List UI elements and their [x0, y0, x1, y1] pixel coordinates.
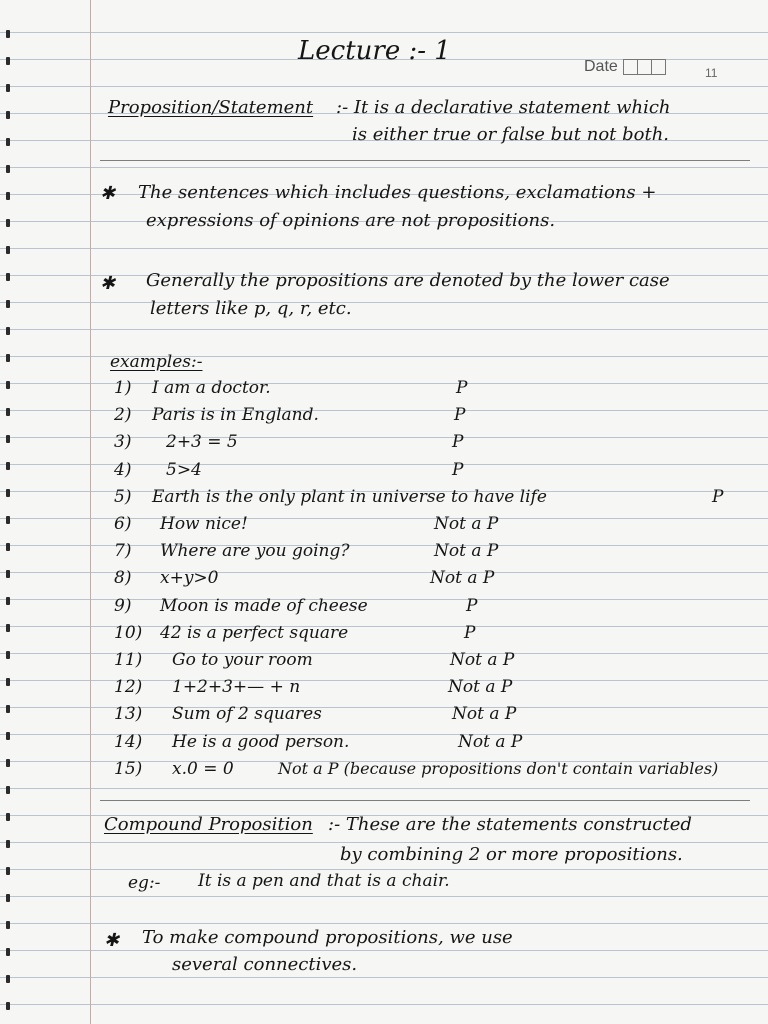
example-verdict: Not a P [448, 677, 513, 698]
definition-line-2: is either true or false but not both. [352, 124, 670, 145]
binding-hole [6, 921, 10, 929]
date-suffix: 11 [705, 66, 718, 80]
example-text: Sum of 2 squares [172, 704, 322, 725]
example-number: 14) [114, 731, 143, 752]
date-field [584, 58, 666, 76]
example-number: 13) [114, 704, 143, 725]
note-1-line-1: The sentences which includes questions, exclamations + [138, 182, 657, 203]
example-number: 12) [114, 677, 143, 698]
compound-line-2: by combining 2 or more propositions. [340, 844, 683, 865]
example-number: 9) [114, 595, 132, 616]
binding-hole [6, 516, 10, 524]
example-text: Where are you going? [160, 541, 350, 562]
note-bullet-icon: ✱ [100, 183, 116, 204]
binding-hole [6, 948, 10, 956]
example-verdict: Not a P [458, 731, 523, 752]
example-verdict: P [464, 622, 476, 643]
example-text: x.0 = 0 [172, 758, 234, 779]
example-number: 6) [114, 514, 132, 534]
binding-hole [6, 219, 10, 227]
compound-term: Compound Proposition [104, 814, 313, 835]
binding-hole [6, 894, 10, 902]
example-verdict: P [466, 595, 478, 616]
example-verdict: P [456, 378, 468, 398]
note-bullet-icon: ✱ [104, 930, 120, 951]
example-text: Go to your room [172, 650, 313, 670]
binding-hole [6, 489, 10, 497]
connectives-line-2: several connectives. [172, 954, 358, 975]
binding-hole [6, 975, 10, 983]
connectives-line-1: To make compound propositions, we use [142, 927, 513, 948]
binding-hole [6, 840, 10, 848]
margin-line [90, 0, 91, 1024]
example-verdict: P [452, 432, 464, 453]
binding-hole [6, 165, 10, 173]
example-text: Paris is in England. [152, 405, 319, 426]
example-number: 3) [114, 432, 132, 453]
example-verdict: Not a P (because propositions don't contain variables) [278, 758, 719, 778]
binding-hole [6, 192, 10, 200]
example-text: 5>4 [166, 459, 202, 480]
example-text: He is a good person. [172, 731, 350, 752]
date-label: Date [584, 58, 618, 75]
section-divider [100, 800, 750, 801]
binding-hole [6, 651, 10, 659]
binding-hole [6, 327, 10, 335]
note-1-line-2: expressions of opinions are not propositions. [146, 210, 556, 231]
example-text: 2+3 = 5 [166, 432, 238, 453]
binding-hole [6, 381, 10, 389]
binding-hole [6, 273, 10, 281]
example-number: 10) [114, 622, 143, 643]
binding-hole [6, 354, 10, 362]
lecture-title: Lecture :- 1 [298, 36, 451, 66]
example-number: 15) [114, 758, 143, 779]
binding-hole [6, 543, 10, 551]
binding-hole [6, 867, 10, 875]
example-number: 11) [114, 650, 143, 670]
binding-hole [6, 624, 10, 632]
example-text: I am a doctor. [152, 378, 271, 398]
example-verdict: Not a P [452, 704, 517, 725]
example-number: 2) [114, 405, 132, 426]
example-number: 8) [114, 568, 132, 589]
binding-hole [6, 678, 10, 686]
binding-hole [6, 138, 10, 146]
note-bullet-icon: ✱ [100, 273, 116, 294]
binding-hole [6, 435, 10, 443]
binding-hole [6, 813, 10, 821]
binding-hole [6, 786, 10, 794]
example-verdict: P [452, 459, 464, 480]
compound-example: It is a pen and that is a chair. [198, 871, 450, 891]
binding-hole [6, 759, 10, 767]
binding-hole [6, 30, 10, 38]
definition-term: Proposition/Statement [108, 97, 314, 118]
date-cells [624, 59, 666, 75]
section-divider [100, 160, 750, 161]
example-label: eg:- [128, 873, 161, 893]
example-text: 1+2+3+— + n [172, 677, 301, 698]
example-verdict: Not a P [434, 541, 499, 562]
compound-line-1: :- These are the statements constructed [328, 814, 692, 835]
binding-hole [6, 408, 10, 416]
binding-hole [6, 1002, 10, 1010]
example-number: 7) [114, 541, 132, 562]
binding-hole [6, 462, 10, 470]
example-text: 42 is a perfect square [160, 622, 349, 643]
example-verdict: Not a P [430, 568, 495, 589]
binding-hole [6, 732, 10, 740]
binding-hole [6, 57, 10, 65]
example-number: 4) [114, 459, 132, 480]
note-2-line-1: Generally the propositions are denoted by the lower case [146, 270, 670, 291]
example-verdict: P [454, 405, 466, 426]
binding-hole [6, 597, 10, 605]
binding-hole [6, 84, 10, 92]
example-text: How nice! [160, 514, 248, 534]
definition-line-1: :- It is a declarative statement which [336, 97, 671, 118]
example-text: Earth is the only plant in universe to have life [152, 486, 547, 507]
binding-hole [6, 705, 10, 713]
example-text: Moon is made of cheese [160, 595, 368, 616]
note-2-line-2: letters like p, q, r, etc. [150, 298, 352, 319]
binding-hole [6, 570, 10, 578]
binding-hole [6, 111, 10, 119]
example-verdict: P [712, 486, 724, 507]
examples-heading: examples:- [110, 352, 203, 372]
example-verdict: Not a P [434, 514, 499, 534]
example-number: 5) [114, 486, 132, 507]
bleed-through [130, 898, 135, 916]
example-number: 1) [114, 378, 132, 398]
binding-hole [6, 300, 10, 308]
example-verdict: Not a P [450, 650, 515, 670]
binding-hole [6, 246, 10, 254]
example-text: x+y>0 [160, 568, 219, 589]
